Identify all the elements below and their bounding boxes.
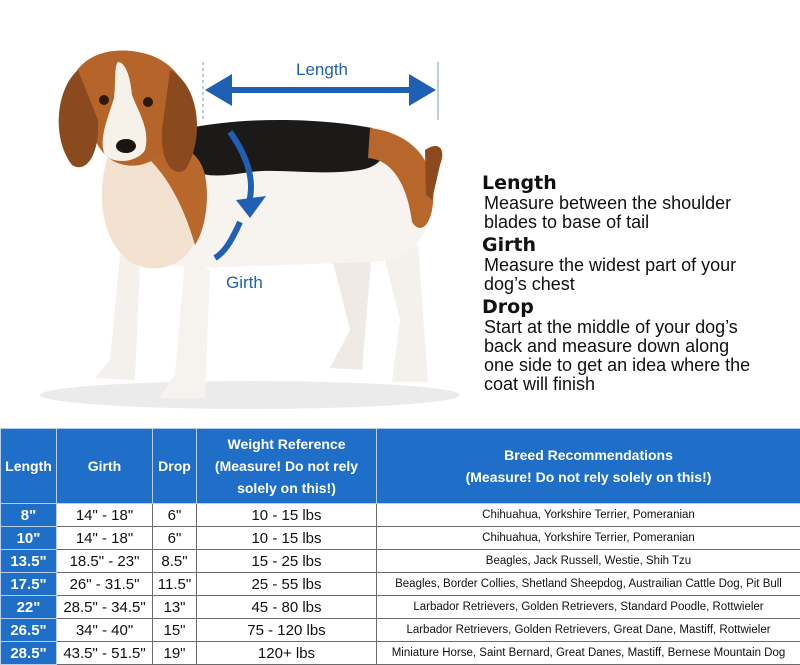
cell-length: 28.5" (1, 642, 57, 665)
header-drop: Drop (153, 429, 197, 504)
cell-breeds: Beagles, Jack Russell, Westie, Shih Tzu (377, 550, 800, 573)
drop-description (484, 318, 792, 394)
cell-girth: 26" - 31.5" (57, 573, 153, 596)
cell-breeds: Chihuahua, Yorkshire Terrier, Pomeranian (377, 527, 800, 550)
cell-weight: 45 - 80 lbs (197, 596, 377, 619)
drop-description-line-1: Start at the middle of your dog’s (484, 317, 738, 337)
header-length: Length (1, 429, 57, 504)
header-breed-line-2: (Measure! Do not rely solely on this!) (465, 469, 712, 485)
length-description-line-1: Measure between the shoulder (484, 193, 732, 213)
header-weight-reference (197, 429, 377, 504)
cell-length: 22" (1, 596, 57, 619)
cell-drop: 8.5" (153, 550, 197, 573)
cell-drop: 15" (153, 619, 197, 642)
cell-breeds: Chihuahua, Yorkshire Terrier, Pomeranian (377, 504, 800, 527)
measurement-guide (482, 172, 792, 396)
length-arrow-label: Length (296, 60, 348, 79)
drop-description-line-3: one side to get an idea where the (484, 355, 751, 375)
header-weight-line-2: (Measure! Do not rely (214, 458, 359, 474)
cell-girth: 43.5" - 51.5" (57, 642, 153, 665)
girth-description-line-1: Measure the widest part of your (484, 255, 737, 275)
cell-weight: 120+ lbs (197, 642, 377, 665)
table-row (1, 573, 800, 596)
cell-length: 13.5" (1, 550, 57, 573)
table-row (1, 619, 800, 642)
cell-weight: 75 - 120 lbs (197, 619, 377, 642)
table-row (1, 596, 800, 619)
table-row (1, 504, 800, 527)
header-weight-line-1: Weight Reference (227, 436, 346, 452)
cell-breeds: Beagles, Border Collies, Shetland Sheepdog, Austrailian Cattle Dog, Pit Bull (377, 573, 800, 596)
drop-heading: Drop (482, 296, 534, 318)
cell-weight: 25 - 55 lbs (197, 573, 377, 596)
girth-description (484, 256, 792, 294)
table-header-row (1, 429, 800, 504)
beagle-picture (59, 50, 443, 398)
cell-breeds: Miniature Horse, Saint Bernard, Great Danes, Mastiff, Bernese Mountain Dog (377, 642, 800, 665)
cell-breeds: Larbador Retrievers, Golden Retrievers, Standard Poodle, Rottwieler (377, 596, 800, 619)
table-row (1, 527, 800, 550)
cell-drop: 6" (153, 504, 197, 527)
cell-length: 17.5" (1, 573, 57, 596)
header-girth: Girth (57, 429, 153, 504)
length-description (484, 194, 792, 232)
cell-drop: 11.5" (153, 573, 197, 596)
drop-description-line-2: back and measure down along (484, 336, 730, 356)
girth-arrow-label: Girth (226, 273, 263, 292)
cell-girth: 18.5" - 23" (57, 550, 153, 573)
table-row (1, 642, 800, 665)
table-row (1, 550, 800, 573)
ground-shadow (40, 381, 460, 409)
cell-length: 10" (1, 527, 57, 550)
cell-girth: 28.5" - 34.5" (57, 596, 153, 619)
cell-girth: 34" - 40" (57, 619, 153, 642)
cell-weight: 15 - 25 lbs (197, 550, 377, 573)
cell-weight: 10 - 15 lbs (197, 527, 377, 550)
cell-weight: 10 - 15 lbs (197, 504, 377, 527)
girth-heading: Girth (482, 234, 537, 256)
cell-drop: 13" (153, 596, 197, 619)
cell-length: 26.5" (1, 619, 57, 642)
length-description-line-2: blades to base of tail (484, 212, 650, 232)
size-chart-table (0, 428, 800, 665)
drop-description-line-4: coat will finish (484, 374, 596, 394)
dog-measurement-illustration (0, 0, 470, 420)
length-heading: Length (482, 172, 557, 194)
cell-drop: 19" (153, 642, 197, 665)
cell-drop: 6" (153, 527, 197, 550)
cell-breeds: Larbador Retrievers, Golden Retrievers, Great Dane, Mastiff, Rottwieler (377, 619, 800, 642)
cell-girth: 14" - 18" (57, 527, 153, 550)
cell-girth: 14" - 18" (57, 504, 153, 527)
cell-length: 8" (1, 504, 57, 527)
girth-description-line-2: dog’s chest (484, 274, 575, 294)
header-breed-line-1: Breed Recommendations (504, 447, 673, 463)
header-breed-recommendations (377, 429, 800, 504)
header-weight-line-3: solely on this!) (237, 480, 336, 496)
dog-diagram (0, 0, 470, 420)
